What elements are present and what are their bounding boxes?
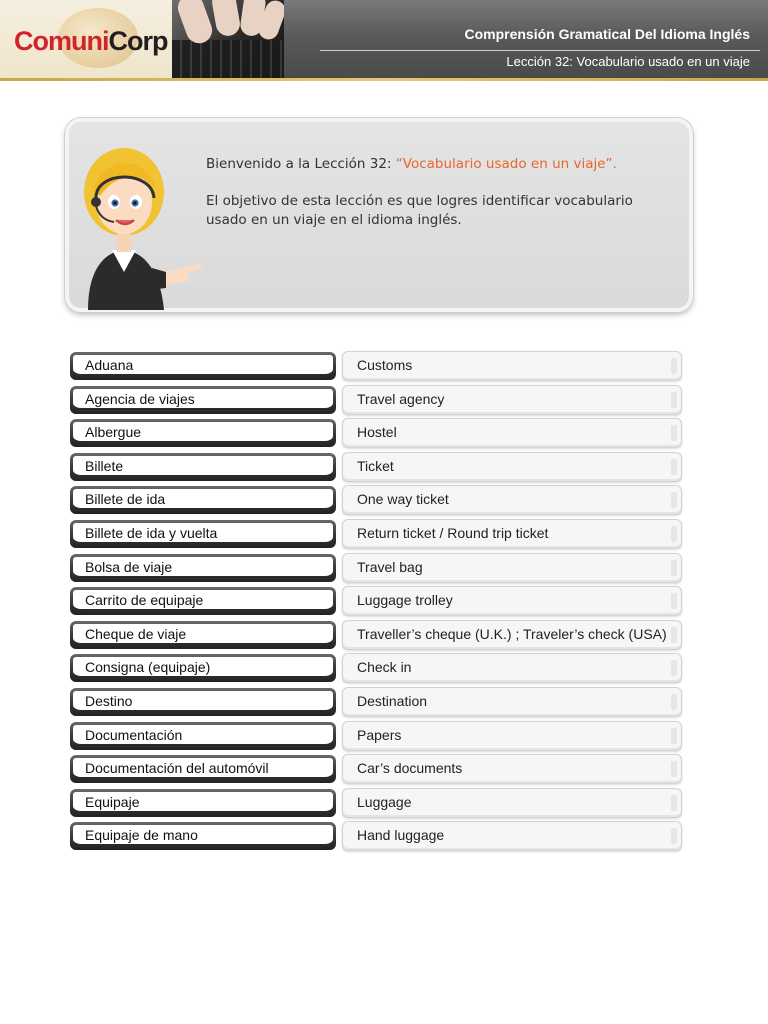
english-term: Hostel bbox=[342, 418, 682, 448]
spanish-term-box bbox=[70, 587, 336, 615]
english-term: Check in bbox=[342, 653, 682, 683]
vocab-row bbox=[70, 787, 686, 821]
spanish-term-box bbox=[70, 789, 336, 817]
typing-hands-photo bbox=[172, 0, 284, 78]
spanish-term: Documentación bbox=[73, 725, 333, 747]
logo-part-comuni: Comuni bbox=[14, 26, 109, 56]
english-term: Car’s documents bbox=[342, 754, 682, 784]
spanish-term: Documentación del automóvil bbox=[73, 758, 333, 780]
logo-part-corp: Corp bbox=[108, 26, 168, 56]
spanish-term: Aduana bbox=[73, 355, 333, 377]
spanish-term-box bbox=[70, 554, 336, 582]
vocab-row bbox=[70, 720, 686, 754]
vocab-row bbox=[70, 350, 686, 384]
vocab-row bbox=[70, 753, 686, 787]
spanish-term-box bbox=[70, 688, 336, 716]
spanish-term-box bbox=[70, 621, 336, 649]
spanish-term: Destino bbox=[73, 691, 333, 713]
vocab-row bbox=[70, 484, 686, 518]
logo-text bbox=[14, 26, 168, 57]
spanish-term-box bbox=[70, 453, 336, 481]
course-title: Comprensión Gramatical Del Idioma Inglés bbox=[464, 26, 750, 42]
english-term: Hand luggage bbox=[342, 821, 682, 851]
vocab-row bbox=[70, 518, 686, 552]
spanish-term: Carrito de equipaje bbox=[73, 590, 333, 612]
english-term: Traveller’s cheque (U.K.) ; Traveler’s check (USA) bbox=[342, 620, 682, 650]
vocab-row bbox=[70, 820, 686, 854]
lesson-title-highlight: “Vocabulario usado en un viaje”. bbox=[395, 156, 617, 172]
spanish-term: Equipaje de mano bbox=[73, 825, 333, 847]
spanish-term-box bbox=[70, 654, 336, 682]
assistant-mascot-icon bbox=[74, 140, 206, 310]
spanish-term: Consigna (equipaje) bbox=[73, 657, 333, 679]
english-term: Travel bag bbox=[342, 553, 682, 583]
spanish-term-box bbox=[70, 352, 336, 380]
spanish-term: Billete de ida bbox=[73, 489, 333, 511]
spanish-term: Cheque de viaje bbox=[73, 624, 333, 646]
spanish-term: Billete de ida y vuelta bbox=[73, 523, 333, 545]
spanish-term: Agencia de viajes bbox=[73, 389, 333, 411]
vocab-row bbox=[70, 384, 686, 418]
vocab-row bbox=[70, 451, 686, 485]
vocab-row bbox=[70, 686, 686, 720]
vocab-row bbox=[70, 417, 686, 451]
english-term: Luggage trolley bbox=[342, 586, 682, 616]
header-divider bbox=[0, 78, 768, 81]
spanish-term: Billete bbox=[73, 456, 333, 478]
vocab-row bbox=[70, 619, 686, 653]
spanish-term: Bolsa de viaje bbox=[73, 557, 333, 579]
header bbox=[0, 0, 768, 80]
vocab-row bbox=[70, 552, 686, 586]
lesson-subtitle: Lección 32: Vocabulario usado en un viaje bbox=[506, 54, 750, 69]
english-term: Luggage bbox=[342, 788, 682, 818]
spanish-term: Albergue bbox=[73, 422, 333, 444]
vocab-row bbox=[70, 585, 686, 619]
lesson-objective: El objetivo de esta lección es que logres identificar vocabulario usado en un viaje en el idioma inglés. bbox=[206, 193, 633, 228]
spanish-term-box bbox=[70, 486, 336, 514]
spanish-term-box bbox=[70, 822, 336, 850]
logo bbox=[0, 0, 172, 78]
english-term: Ticket bbox=[342, 452, 682, 482]
spanish-term: Equipaje bbox=[73, 792, 333, 814]
spanish-term-box bbox=[70, 419, 336, 447]
english-term: Papers bbox=[342, 721, 682, 751]
spanish-term-box bbox=[70, 722, 336, 750]
english-term: Customs bbox=[342, 351, 682, 381]
english-term: Destination bbox=[342, 687, 682, 717]
english-term: One way ticket bbox=[342, 485, 682, 515]
english-term: Return ticket / Round trip ticket bbox=[342, 519, 682, 549]
spanish-term-box bbox=[70, 755, 336, 783]
spanish-term-box bbox=[70, 520, 336, 548]
english-term: Travel agency bbox=[342, 385, 682, 415]
welcome-text bbox=[206, 155, 676, 248]
welcome-intro: Bienvenido a la Lección 32: “Vocabulario usado en un viaje”. bbox=[206, 156, 617, 172]
vocab-row bbox=[70, 652, 686, 686]
vocabulary-table bbox=[70, 350, 686, 854]
spanish-term-box bbox=[70, 386, 336, 414]
